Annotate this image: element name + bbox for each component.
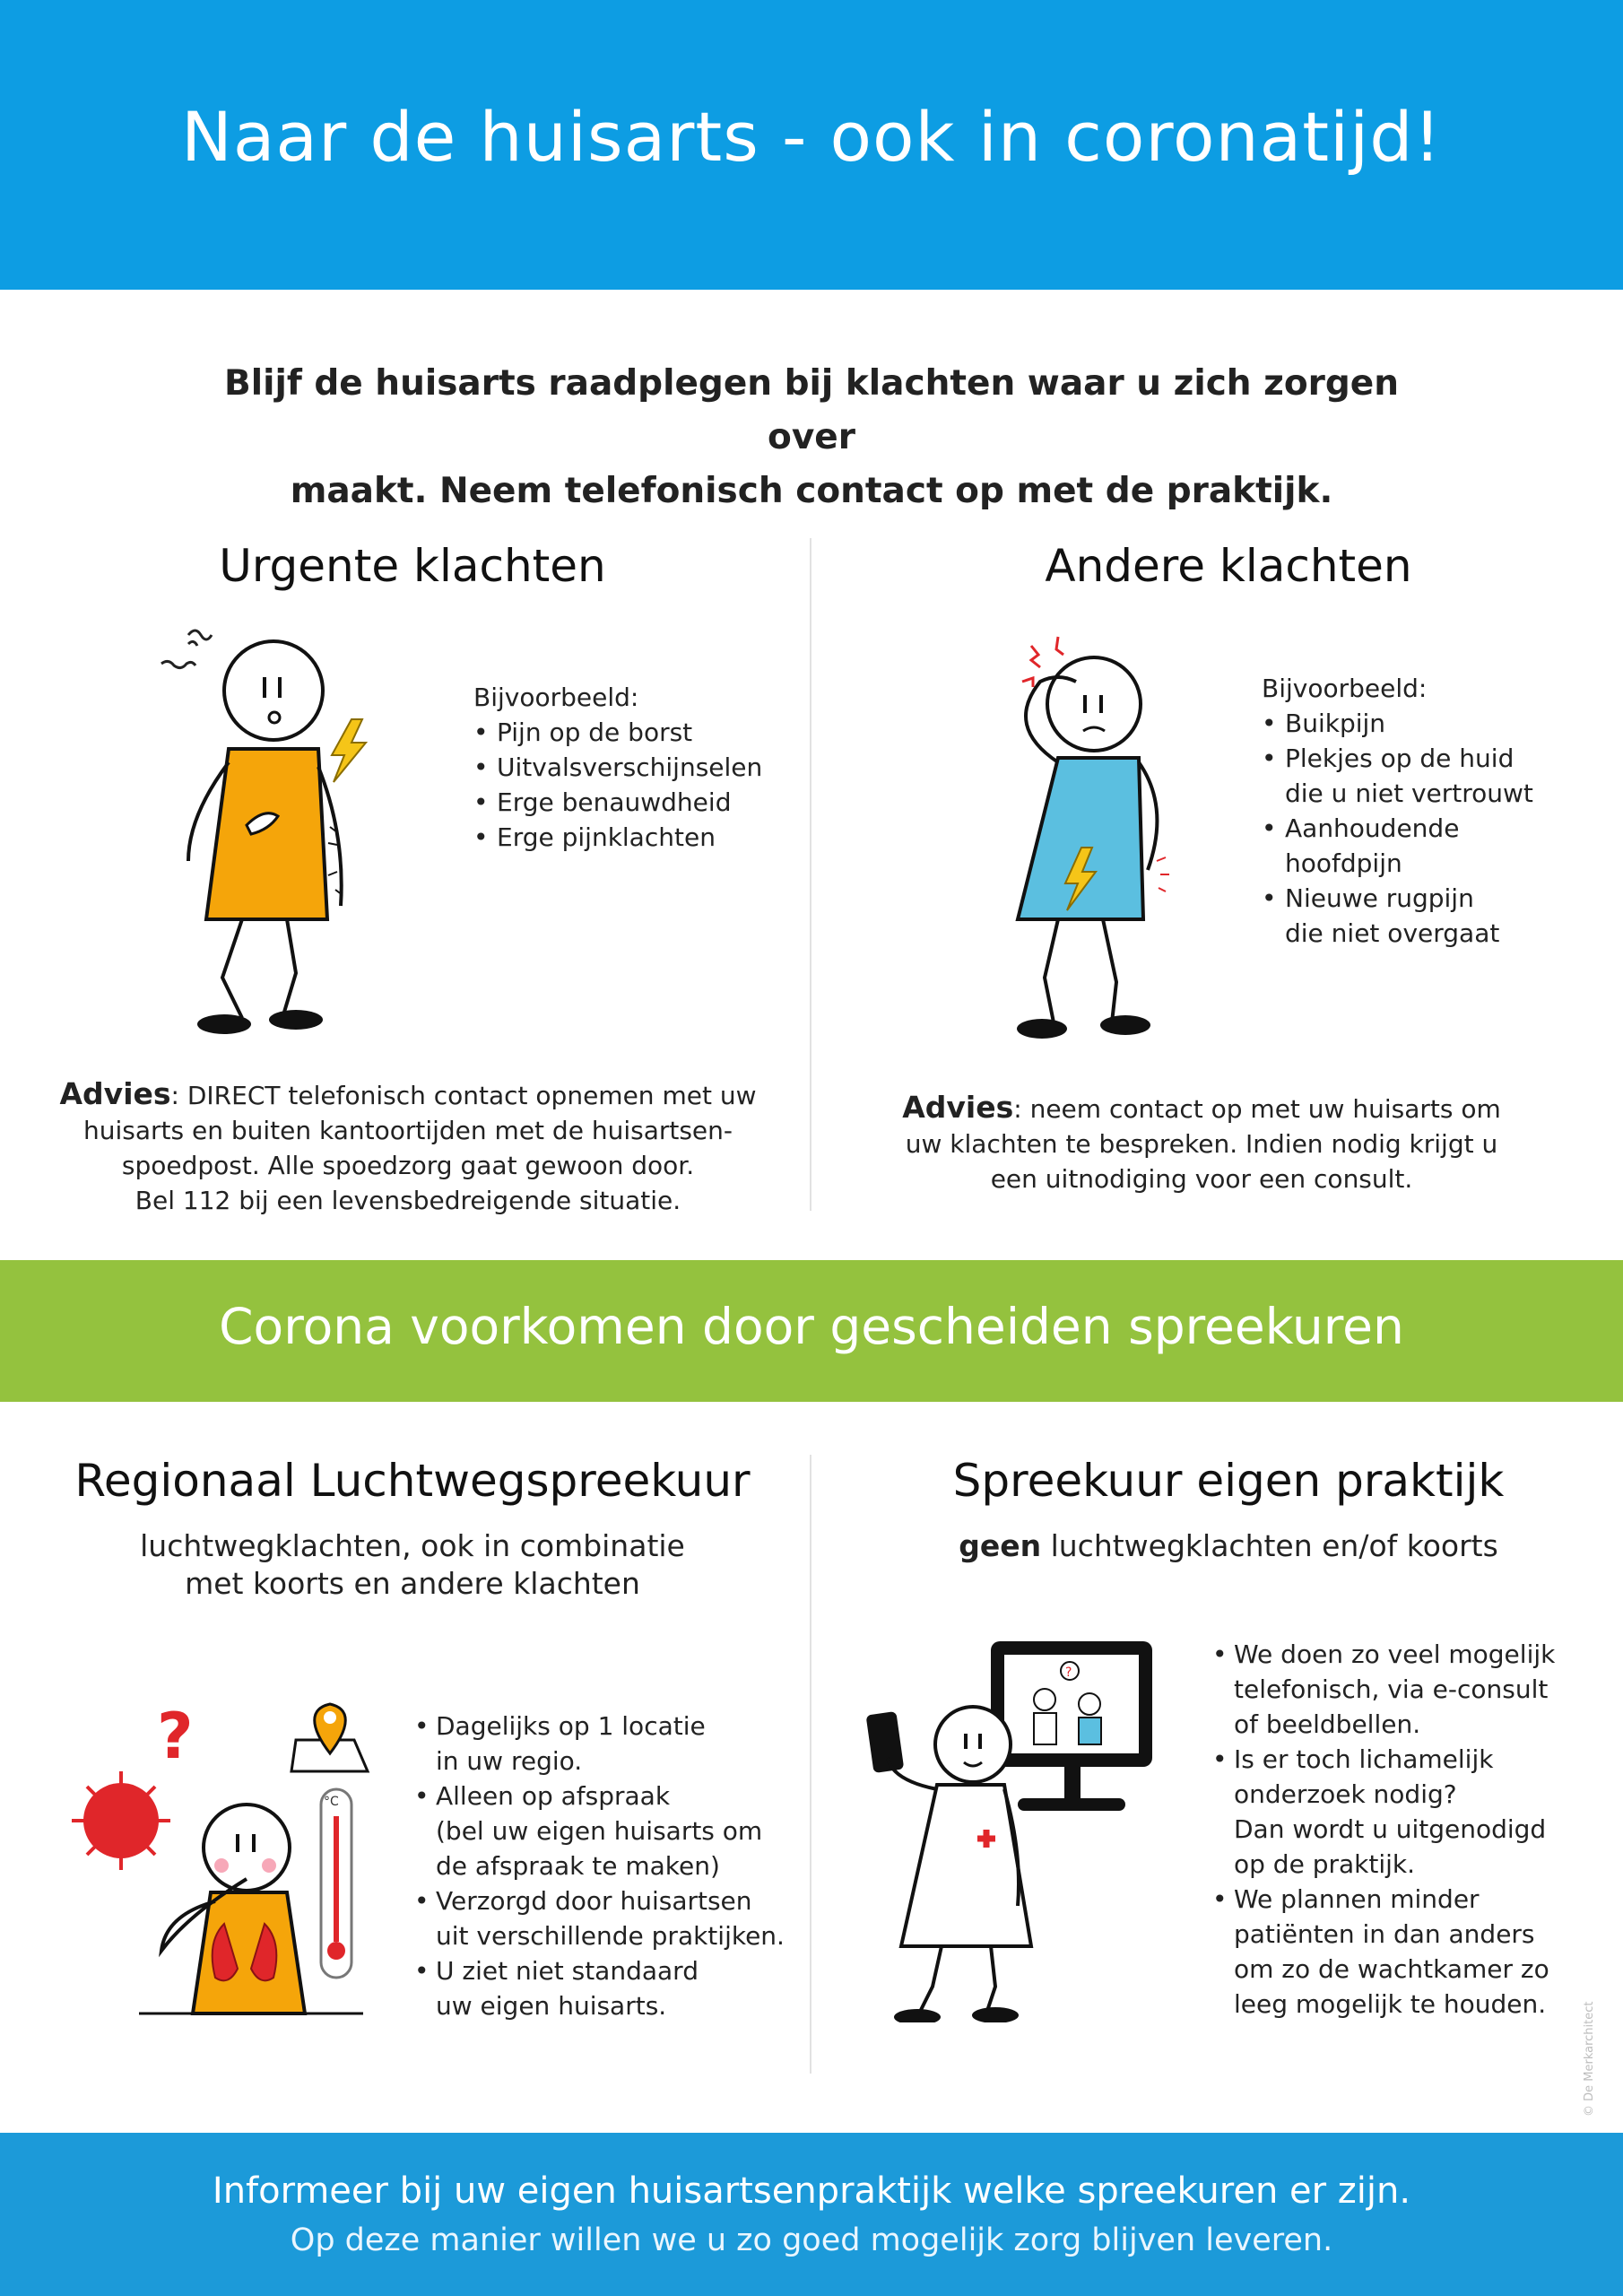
other-title: Andere klachten bbox=[1045, 540, 1412, 592]
other-advice bbox=[874, 1090, 1529, 1196]
urgent-examples bbox=[473, 680, 778, 855]
regional-bullets bbox=[414, 1709, 791, 2023]
advies-text: : DIRECT telefonisch contact opnemen met uw bbox=[170, 1081, 757, 1110]
intro-line-1: Blijf de huisarts raadplegen bij klachten waar u zich zorgen over bbox=[223, 363, 1400, 457]
advies-label: Advies bbox=[902, 1090, 1014, 1125]
urgent-example-label: Bijvoorbeeld: bbox=[473, 683, 639, 712]
list-item: • Is er toch lichamelijk onderzoek nodig? Dan wordt u uitgenodigd op de praktijk. bbox=[1212, 1742, 1589, 1882]
list-item: • U ziet niet standaard uw eigen huisarts. bbox=[414, 1953, 791, 2023]
header-banner bbox=[0, 0, 1623, 290]
copyright-credit bbox=[1580, 2000, 1598, 2117]
svg-text:°C: °C bbox=[324, 1795, 339, 1809]
page-title: Naar de huisarts - ook in coronatijd! bbox=[180, 97, 1442, 177]
list-item: • Pijn op de borst bbox=[473, 715, 778, 750]
section-banner bbox=[0, 1260, 1623, 1402]
own-practice-illustration bbox=[865, 1637, 1166, 2022]
list-item: • Erge pijnklachten bbox=[473, 820, 778, 855]
advies-text: Bel 112 bij een levensbedreigende situatie. bbox=[135, 1186, 681, 1215]
advies-text: huisarts en buiten kantoortijden met de huisartsen- bbox=[82, 1116, 733, 1145]
svg-text:© De Merkarchitect: © De Merkarchitect bbox=[1583, 2001, 1596, 2117]
footer-banner bbox=[0, 2133, 1623, 2296]
intro-line-2: maakt. Neem telefonisch contact op met de praktijk. bbox=[290, 471, 1333, 511]
other-examples bbox=[1262, 671, 1558, 951]
list-item: • Plekjes op de huid die u niet vertrouwt bbox=[1262, 741, 1558, 811]
column-divider-top bbox=[810, 538, 812, 1211]
own-bullets bbox=[1212, 1637, 1589, 2022]
urgent-title: Urgente klachten bbox=[219, 540, 606, 592]
regional-subtitle-line: luchtwegklachten, ook in combinatie bbox=[140, 1528, 685, 1563]
own-subtitle-bold: geen bbox=[959, 1528, 1042, 1563]
urgent-person-illustration bbox=[152, 619, 395, 1040]
advies-label: Advies bbox=[59, 1076, 171, 1111]
intro-text bbox=[179, 357, 1444, 518]
own-title: Spreekuur eigen praktijk bbox=[952, 1455, 1505, 1507]
list-item: • Buikpijn bbox=[1262, 706, 1558, 741]
other-person-illustration bbox=[995, 628, 1202, 1040]
regional-title: Regionaal Luchtwegspreekuur bbox=[74, 1455, 751, 1507]
section-title: Corona voorkomen door gescheiden spreekuren bbox=[219, 1298, 1404, 1355]
own-subtitle-rest: luchtwegklachten en/of koorts bbox=[1041, 1528, 1498, 1563]
advies-text: : neem contact op met uw huisarts om bbox=[1013, 1094, 1501, 1124]
list-item: • Verzorgd door huisartsen uit verschillende praktijken. bbox=[414, 1883, 791, 1953]
list-item: • We plannen minder patiënten in dan anders om zo de wachtkamer zo leeg mogelijk te houden. bbox=[1212, 1882, 1589, 2022]
list-item: • Erge benauwdheid bbox=[473, 785, 778, 820]
regional-illustration bbox=[67, 1655, 372, 2022]
other-example-label: Bijvoorbeeld: bbox=[1262, 674, 1428, 703]
svg-text:?: ? bbox=[1065, 1665, 1072, 1680]
footer-line-2: Op deze manier willen we u zo goed mogelijk zorg blijven leveren. bbox=[290, 2222, 1333, 2258]
column-divider-bottom bbox=[810, 1455, 812, 2074]
question-mark-icon: ? bbox=[157, 1700, 194, 1773]
advies-text: een uitnodiging voor een consult. bbox=[990, 1164, 1413, 1194]
own-subtitle bbox=[861, 1527, 1596, 1565]
list-item: • Alleen op afspraak (bel uw eigen huisarts om de afspraak te maken) bbox=[414, 1779, 791, 1883]
list-item: • Nieuwe rugpijn die niet overgaat bbox=[1262, 881, 1558, 951]
list-item: • Dagelijks op 1 locatie in uw regio. bbox=[414, 1709, 791, 1779]
urgent-advice bbox=[49, 1076, 767, 1218]
advies-text: uw klachten te bespreken. Indien nodig krijgt u bbox=[905, 1129, 1498, 1159]
regional-subtitle-line: met koorts en andere klachten bbox=[185, 1566, 640, 1601]
list-item: • Aanhoudende hoofdpijn bbox=[1262, 811, 1558, 881]
footer-line-1: Informeer bij uw eigen huisartsenpraktijk welke spreekuren er zijn. bbox=[212, 2170, 1411, 2212]
regional-subtitle bbox=[36, 1527, 789, 1603]
list-item: • Uitvalsverschijnselen bbox=[473, 750, 778, 785]
list-item: • We doen zo veel mogelijk telefonisch, via e-consult of beeldbellen. bbox=[1212, 1637, 1589, 1742]
advies-text: spoedpost. Alle spoedzorg gaat gewoon door. bbox=[121, 1151, 695, 1180]
